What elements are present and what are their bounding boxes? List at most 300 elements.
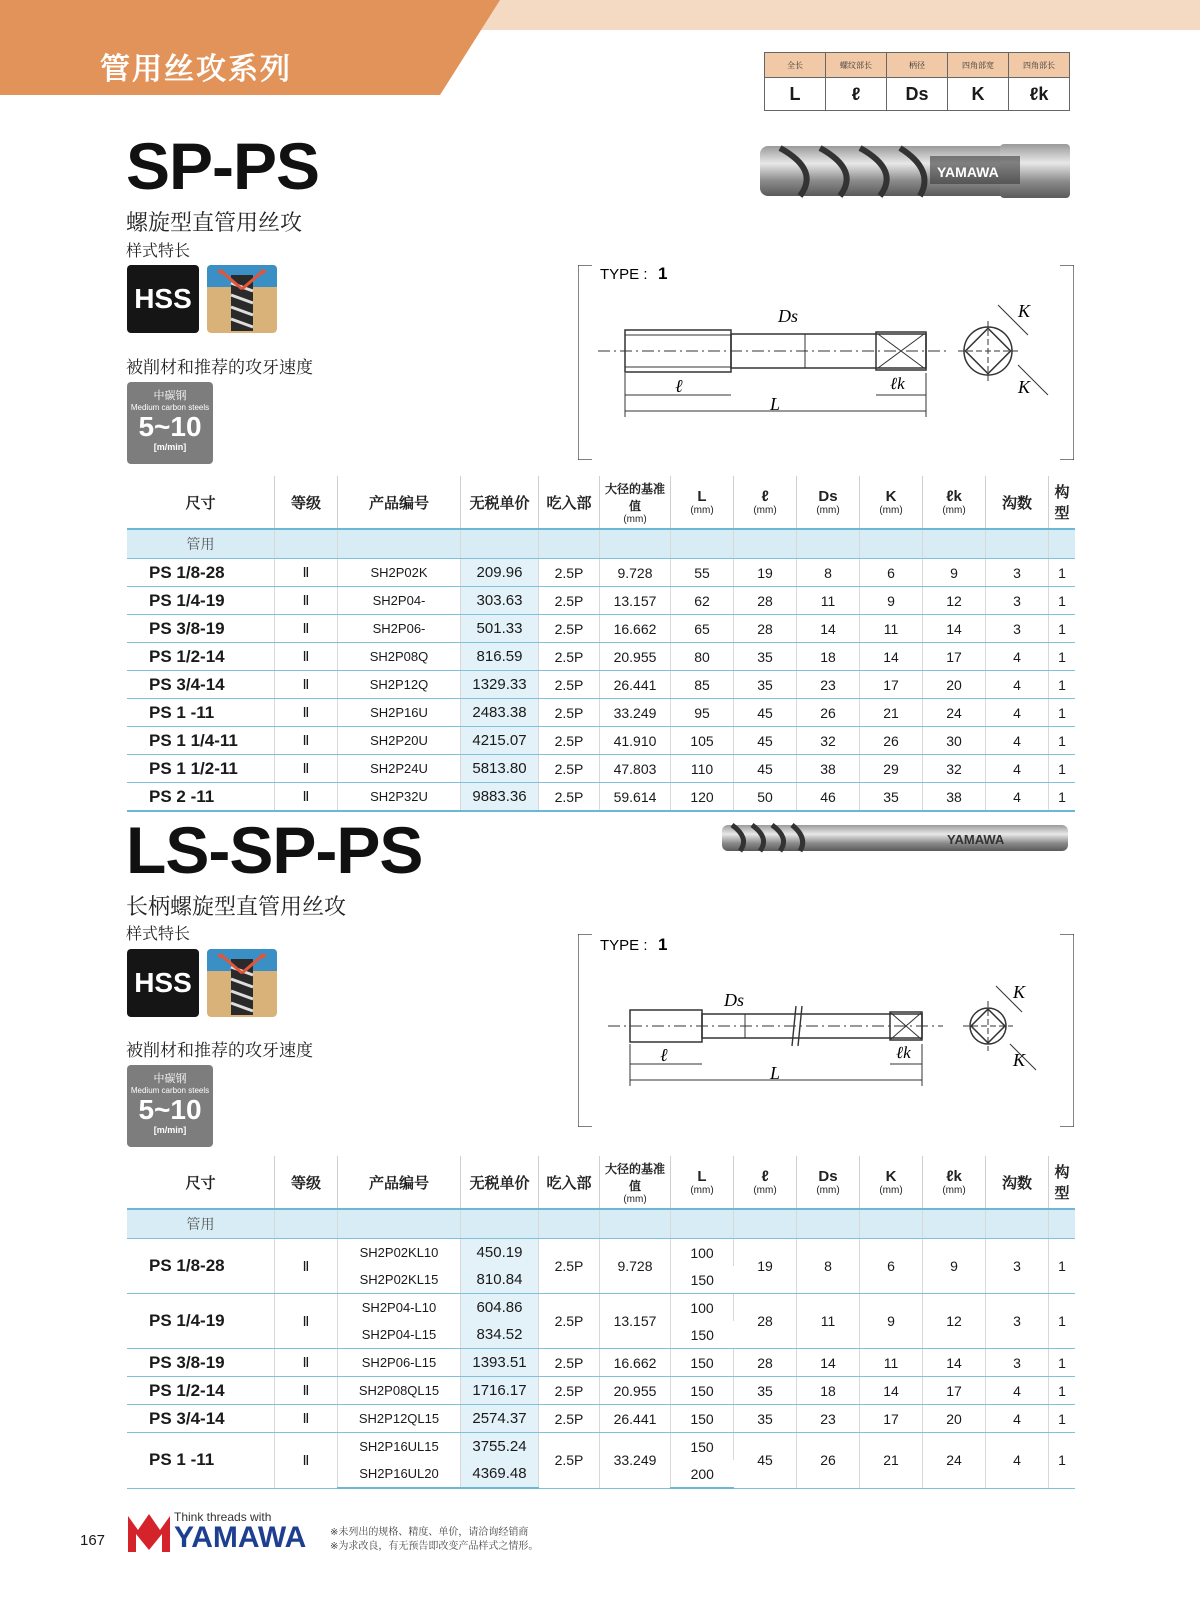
table-cell: 2.5P xyxy=(539,1294,600,1349)
col-header: 等级 xyxy=(275,1156,338,1209)
col-unit: (mm) xyxy=(690,505,714,516)
table-cell: 2.5P xyxy=(539,643,600,671)
table-cell: 2.5P xyxy=(539,1239,600,1294)
table-cell: 2.5P xyxy=(539,727,600,755)
table-cell: 20.955 xyxy=(600,643,671,671)
speed-material-cn: 中碳钢 xyxy=(153,390,187,402)
table-cell: 3 xyxy=(986,1349,1049,1377)
table-cell: 2.5P xyxy=(539,1405,600,1433)
col-header: 产品编号 xyxy=(338,476,461,529)
table-cell: 21 xyxy=(860,699,923,727)
material-heading: 被削材和推荐的攻牙速度 xyxy=(126,358,313,378)
table-cell: 1329.33 xyxy=(461,671,539,699)
model-name: SP-PS xyxy=(126,129,320,203)
table-cell: 4 xyxy=(986,783,1049,812)
legend-label: 四角部宽 xyxy=(948,53,1009,78)
table-cell: SH2P08QL15 xyxy=(338,1377,461,1405)
table-cell: 3 xyxy=(986,1239,1049,1294)
table-cell: 35 xyxy=(734,1405,797,1433)
speed-value: 5~10 xyxy=(138,411,202,442)
table-cell: 28 xyxy=(734,1349,797,1377)
table-cell: 59.614 xyxy=(600,783,671,812)
material-heading: 被削材和推荐的攻牙速度 xyxy=(126,1041,313,1061)
table-cell: Ⅱ xyxy=(275,671,338,699)
table-cell: 9.728 xyxy=(600,559,671,587)
table-cell: 62 xyxy=(671,587,734,615)
table-cell: 120 xyxy=(671,783,734,812)
table-cell: 2.5P xyxy=(539,671,600,699)
col-header xyxy=(734,1156,797,1209)
table-cell: Ⅱ xyxy=(275,1239,338,1294)
table-cell: 2.5P xyxy=(539,559,600,587)
table-cell: 2.5P xyxy=(539,755,600,783)
col-header: 吃入部 xyxy=(539,1156,600,1209)
table-cell: 23 xyxy=(797,671,860,699)
table-cell: SH2P16UL15 xyxy=(338,1433,461,1461)
series-title: 管用丝攻系列 xyxy=(100,52,292,87)
col-header-text: ℓk xyxy=(946,488,962,505)
legend-label: 螺纹部长 xyxy=(826,53,887,78)
diagram-type-label: TYPE : xyxy=(600,937,648,954)
table-row xyxy=(127,1294,1075,1322)
table-cell: 12 xyxy=(923,1294,986,1349)
col-header: 等级 xyxy=(275,476,338,529)
table-cell: PS 1 -11 xyxy=(127,1433,275,1489)
footer-note: ※为求改良，有无预告即改变产品样式之情形。 xyxy=(330,1541,539,1552)
col-unit: (mm) xyxy=(623,513,647,525)
table-cell: 20.955 xyxy=(600,1377,671,1405)
model-name: LS-SP-PS xyxy=(126,813,423,887)
l-label: ℓ xyxy=(675,376,683,396)
table-row xyxy=(127,755,1075,783)
table-cell: 45 xyxy=(734,699,797,727)
table-cell: 4 xyxy=(986,755,1049,783)
table-cell: 1 xyxy=(1049,559,1076,587)
table-cell: SH2P16U xyxy=(338,699,461,727)
table-cell: 23 xyxy=(797,1405,860,1433)
table-row xyxy=(127,727,1075,755)
k-label: K xyxy=(1013,1050,1026,1070)
table-cell: 1 xyxy=(1049,671,1076,699)
table-cell: 150 xyxy=(671,1377,734,1405)
table-cell: 35 xyxy=(860,783,923,812)
speed-badge xyxy=(127,1065,213,1147)
table-cell: 26.441 xyxy=(600,671,671,699)
table-cell: 1 xyxy=(1049,783,1076,812)
table-cell: 1 xyxy=(1049,727,1076,755)
table-cell: 450.19 xyxy=(461,1239,539,1267)
table-cell: 18 xyxy=(797,643,860,671)
table-cell: PS 3/4-14 xyxy=(127,1405,275,1433)
col-header xyxy=(860,1156,923,1209)
col-header-text: Ds xyxy=(818,1168,838,1185)
col-header xyxy=(923,1156,986,1209)
table-cell: 16.662 xyxy=(600,615,671,643)
table-cell: SH2P04- xyxy=(338,587,461,615)
table-cell: 17 xyxy=(923,643,986,671)
table-cell: 20 xyxy=(923,1405,986,1433)
legend-label: 全长 xyxy=(765,53,826,78)
table-row xyxy=(127,1349,1075,1377)
table-cell: PS 1/8-28 xyxy=(127,1239,275,1294)
table-cell: 604.86 xyxy=(461,1294,539,1322)
col-unit: (mm) xyxy=(879,1185,903,1196)
table-cell: PS 1 1/4-11 xyxy=(127,727,275,755)
table-cell: SH2P20U xyxy=(338,727,461,755)
table-cell: 45 xyxy=(734,727,797,755)
table-cell: 18 xyxy=(797,1377,860,1405)
table-cell: 11 xyxy=(797,1294,860,1349)
table-cell: 810.84 xyxy=(461,1266,539,1294)
table-cell: SH2P02KL15 xyxy=(338,1266,461,1294)
lk-label: ℓk xyxy=(890,374,905,393)
speed-unit: [m/min] xyxy=(153,442,187,452)
model-subtitle: 螺旋型直管用丝攻 xyxy=(126,211,303,236)
col-header xyxy=(797,1156,860,1209)
table-cell: 47.803 xyxy=(600,755,671,783)
table-cell: PS 1/2-14 xyxy=(127,1377,275,1405)
table-row xyxy=(127,671,1075,699)
table-cell: PS 1 -11 xyxy=(127,699,275,727)
table-cell: 150 xyxy=(671,1321,734,1349)
speed-material-en: Medium carbon steels xyxy=(130,1086,210,1095)
diagram-type-label: TYPE : xyxy=(600,266,648,283)
diagram-type-value: 1 xyxy=(658,265,668,283)
table-cell: PS 1/2-14 xyxy=(127,643,275,671)
table-cell: 816.59 xyxy=(461,643,539,671)
yamawa-logo-icon xyxy=(126,1512,172,1554)
table-cell: 4 xyxy=(986,671,1049,699)
footer-tagline: Think threads with xyxy=(174,1510,272,1524)
table-cell: 2.5P xyxy=(539,1377,600,1405)
table-cell: 50 xyxy=(734,783,797,812)
table-cell: 6 xyxy=(860,559,923,587)
L-label: L xyxy=(770,394,781,414)
table-cell: Ⅱ xyxy=(275,699,338,727)
col-unit: (mm) xyxy=(879,505,903,516)
legend-symbol: K xyxy=(948,78,1009,111)
table-cell: 32 xyxy=(923,755,986,783)
table-cell: 4 xyxy=(986,1433,1049,1489)
table-cell: 17 xyxy=(860,671,923,699)
table-cell: 41.910 xyxy=(600,727,671,755)
style-note: 样式特长 xyxy=(126,924,191,943)
table-cell: 95 xyxy=(671,699,734,727)
speed-value: 5~10 xyxy=(138,1094,202,1125)
table-cell: 9 xyxy=(923,1239,986,1294)
table-cell: 1 xyxy=(1049,1239,1076,1294)
table-cell: 1 xyxy=(1049,755,1076,783)
table-row xyxy=(127,615,1075,643)
ds-label: Ds xyxy=(724,990,745,1010)
table-cell: 100 xyxy=(671,1294,734,1322)
speed-material-cn: 中碳钢 xyxy=(153,1073,187,1085)
col-unit: (mm) xyxy=(690,1185,714,1196)
table-cell: SH2P16UL20 xyxy=(338,1460,461,1488)
col-header xyxy=(797,476,860,529)
col-unit: (mm) xyxy=(623,1193,647,1205)
table-cell: 35 xyxy=(734,643,797,671)
col-unit: (mm) xyxy=(753,505,777,516)
table-cell: 150 xyxy=(671,1266,734,1294)
tool-brand-text: YAMAWA xyxy=(937,164,999,180)
col-header xyxy=(671,1156,734,1209)
table-row xyxy=(127,1239,1075,1267)
style-note: 样式特长 xyxy=(126,241,191,260)
table-cell: SH2P12Q xyxy=(338,671,461,699)
table-cell: PS 3/4-14 xyxy=(127,671,275,699)
table-cell: 834.52 xyxy=(461,1321,539,1349)
table-cell: 4215.07 xyxy=(461,727,539,755)
table-cell: 26.441 xyxy=(600,1405,671,1433)
tool-photo xyxy=(760,140,1072,202)
table-cell: 30 xyxy=(923,727,986,755)
col-header xyxy=(600,476,671,529)
table-cell: SH2P02KL10 xyxy=(338,1239,461,1267)
table-cell: 3 xyxy=(986,559,1049,587)
table-cell: 33.249 xyxy=(600,1433,671,1489)
col-header: 吃入部 xyxy=(539,476,600,529)
col-header-text: L xyxy=(697,488,707,505)
table-cell: 4 xyxy=(986,699,1049,727)
table-cell: 28 xyxy=(734,615,797,643)
spec-table xyxy=(127,1156,1075,1489)
table-cell: 85 xyxy=(671,671,734,699)
table-cell: 3 xyxy=(986,1294,1049,1349)
table-cell: SH2P24U xyxy=(338,755,461,783)
table-cell: 19 xyxy=(734,1239,797,1294)
legend-symbol: Ds xyxy=(887,78,948,111)
table-cell: 38 xyxy=(797,755,860,783)
table-cell: 11 xyxy=(860,615,923,643)
col-header: 无税单价 xyxy=(461,1156,539,1209)
table-cell: SH2P04-L15 xyxy=(338,1321,461,1349)
table-cell: 1716.17 xyxy=(461,1377,539,1405)
category-label: 管用 xyxy=(127,529,275,559)
table-cell: 8 xyxy=(797,1239,860,1294)
table-cell: SH2P12QL15 xyxy=(338,1405,461,1433)
legend-symbol: ℓk xyxy=(1009,78,1070,111)
col-header xyxy=(600,1156,671,1209)
col-header xyxy=(734,476,797,529)
header-light-band xyxy=(455,0,1200,30)
table-row xyxy=(127,587,1075,615)
table-cell: 4 xyxy=(986,1405,1049,1433)
col-header: 尺寸 xyxy=(127,476,275,529)
table-cell: 1 xyxy=(1049,1433,1076,1489)
table-cell: Ⅱ xyxy=(275,615,338,643)
table-cell: 29 xyxy=(860,755,923,783)
table-cell: 2.5P xyxy=(539,1433,600,1489)
hss-badge: HSS xyxy=(127,949,199,1017)
spiral-flute-icon xyxy=(207,265,277,333)
col-unit: (mm) xyxy=(942,505,966,516)
table-cell: 501.33 xyxy=(461,615,539,643)
table-row xyxy=(127,1433,1075,1461)
table-cell: 3755.24 xyxy=(461,1433,539,1461)
col-header-text: Ds xyxy=(818,488,838,505)
table-cell: 65 xyxy=(671,615,734,643)
table-cell: 24 xyxy=(923,699,986,727)
table-cell: 4 xyxy=(986,643,1049,671)
col-unit: (mm) xyxy=(816,1185,840,1196)
category-label: 管用 xyxy=(127,1209,275,1239)
table-cell: 55 xyxy=(671,559,734,587)
table-cell: SH2P04-L10 xyxy=(338,1294,461,1322)
table-cell: Ⅱ xyxy=(275,559,338,587)
table-cell: 100 xyxy=(671,1239,734,1267)
table-cell: 28 xyxy=(734,1294,797,1349)
table-cell: 35 xyxy=(734,671,797,699)
table-cell: 2574.37 xyxy=(461,1405,539,1433)
table-row xyxy=(127,559,1075,587)
table-row xyxy=(127,699,1075,727)
table-cell: 2.5P xyxy=(539,699,600,727)
ds-label: Ds xyxy=(778,306,799,326)
table-cell: 2.5P xyxy=(539,783,600,812)
table-row xyxy=(127,1377,1075,1405)
table-cell: SH2P08Q xyxy=(338,643,461,671)
dimension-diagram xyxy=(578,934,1074,1127)
table-cell: 9.728 xyxy=(600,1239,671,1294)
table-cell: 150 xyxy=(671,1433,734,1461)
table-cell: Ⅱ xyxy=(275,1433,338,1489)
table-cell: 2.5P xyxy=(539,587,600,615)
table-cell: 11 xyxy=(797,587,860,615)
table-cell: 200 xyxy=(671,1460,734,1488)
table-cell: PS 3/8-19 xyxy=(127,615,275,643)
col-header-text: ℓ xyxy=(761,488,769,505)
col-header: 构型 xyxy=(1054,1164,1070,1202)
col-header-text: ℓk xyxy=(946,1168,962,1185)
table-cell: 80 xyxy=(671,643,734,671)
table-cell: 303.63 xyxy=(461,587,539,615)
table-cell: 33.249 xyxy=(600,699,671,727)
table-cell: 6 xyxy=(860,1239,923,1294)
table-cell: 24 xyxy=(923,1433,986,1489)
table-cell: 2.5P xyxy=(539,1349,600,1377)
dimension-diagram xyxy=(578,265,1074,460)
table-cell: 105 xyxy=(671,727,734,755)
table-row xyxy=(127,783,1075,812)
table-cell: 150 xyxy=(671,1349,734,1377)
speed-badge xyxy=(127,382,213,464)
table-cell: 1 xyxy=(1049,1377,1076,1405)
table-cell: SH2P32U xyxy=(338,783,461,812)
table-row xyxy=(127,643,1075,671)
col-header-text: ℓ xyxy=(761,1168,769,1185)
table-cell: 26 xyxy=(797,1433,860,1489)
table-cell: 45 xyxy=(734,755,797,783)
col-header-text: K xyxy=(885,488,897,505)
col-header: 无税单价 xyxy=(461,476,539,529)
table-cell: SH2P06-L15 xyxy=(338,1349,461,1377)
legend-label: 四角部长 xyxy=(1009,53,1070,78)
table-cell: PS 1/8-28 xyxy=(127,559,275,587)
k-label: K xyxy=(1018,301,1031,321)
legend-symbol: ℓ xyxy=(826,78,887,111)
k-label: K xyxy=(1013,982,1026,1002)
table-cell: 17 xyxy=(923,1377,986,1405)
table-cell: Ⅱ xyxy=(275,755,338,783)
table-cell: 110 xyxy=(671,755,734,783)
table-cell: Ⅱ xyxy=(275,1349,338,1377)
table-cell: 12 xyxy=(923,587,986,615)
table-cell: 9 xyxy=(860,587,923,615)
col-unit: (mm) xyxy=(753,1185,777,1196)
table-cell: 13.157 xyxy=(600,587,671,615)
table-cell: PS 1 1/2-11 xyxy=(127,755,275,783)
dimension-legend xyxy=(764,52,1070,111)
col-header-text: 大径的基准值 xyxy=(604,481,665,513)
table-cell: 17 xyxy=(860,1405,923,1433)
table-cell: 45 xyxy=(734,1433,797,1489)
col-header: 构型 xyxy=(1054,484,1070,522)
speed-unit: [m/min] xyxy=(153,1125,187,1135)
legend-symbol: L xyxy=(765,78,826,111)
table-cell: 9 xyxy=(923,559,986,587)
table-row xyxy=(127,1405,1075,1433)
table-cell: 20 xyxy=(923,671,986,699)
k-label: K xyxy=(1018,377,1031,397)
model-subtitle: 长柄螺旋型直管用丝攻 xyxy=(126,895,347,920)
table-cell: 32 xyxy=(797,727,860,755)
table-cell: 1 xyxy=(1049,615,1076,643)
spiral-flute-icon xyxy=(207,949,277,1017)
table-cell: Ⅱ xyxy=(275,1294,338,1349)
table-cell: 4369.48 xyxy=(461,1460,539,1488)
col-header xyxy=(923,476,986,529)
col-unit: (mm) xyxy=(816,505,840,516)
table-cell: 14 xyxy=(797,1349,860,1377)
table-cell: 38 xyxy=(923,783,986,812)
speed-material-en: Medium carbon steels xyxy=(130,403,210,412)
page-number: 167 xyxy=(80,1532,106,1549)
col-header: 产品编号 xyxy=(338,1156,461,1209)
col-header-text: K xyxy=(885,1168,897,1185)
lk-label: ℓk xyxy=(896,1043,911,1062)
col-header xyxy=(671,476,734,529)
table-cell: Ⅱ xyxy=(275,1405,338,1433)
table-cell: 209.96 xyxy=(461,559,539,587)
table-cell: 14 xyxy=(860,643,923,671)
col-header-text: L xyxy=(697,1168,707,1185)
table-cell: PS 2 -11 xyxy=(127,783,275,812)
table-cell: Ⅱ xyxy=(275,783,338,812)
table-cell: 13.157 xyxy=(600,1294,671,1349)
col-header: 沟数 xyxy=(986,1156,1049,1209)
table-cell: 3 xyxy=(986,615,1049,643)
spec-table xyxy=(127,476,1075,812)
table-cell: 2.5P xyxy=(539,615,600,643)
col-header: 尺寸 xyxy=(127,1156,275,1209)
table-cell: 3 xyxy=(986,587,1049,615)
L-label: L xyxy=(770,1063,781,1083)
table-cell: PS 1/4-19 xyxy=(127,587,275,615)
col-unit: (mm) xyxy=(942,1185,966,1196)
l-label: ℓ xyxy=(660,1045,668,1065)
legend-label: 柄径 xyxy=(887,53,948,78)
table-cell: 21 xyxy=(860,1433,923,1489)
table-cell: 11 xyxy=(860,1349,923,1377)
table-cell: 2483.38 xyxy=(461,699,539,727)
table-cell: 1 xyxy=(1049,643,1076,671)
table-cell: 4 xyxy=(986,1377,1049,1405)
footer-brand: YAMAWA xyxy=(174,1521,307,1554)
table-cell: PS 1/4-19 xyxy=(127,1294,275,1349)
table-cell: 46 xyxy=(797,783,860,812)
table-cell: 14 xyxy=(860,1377,923,1405)
